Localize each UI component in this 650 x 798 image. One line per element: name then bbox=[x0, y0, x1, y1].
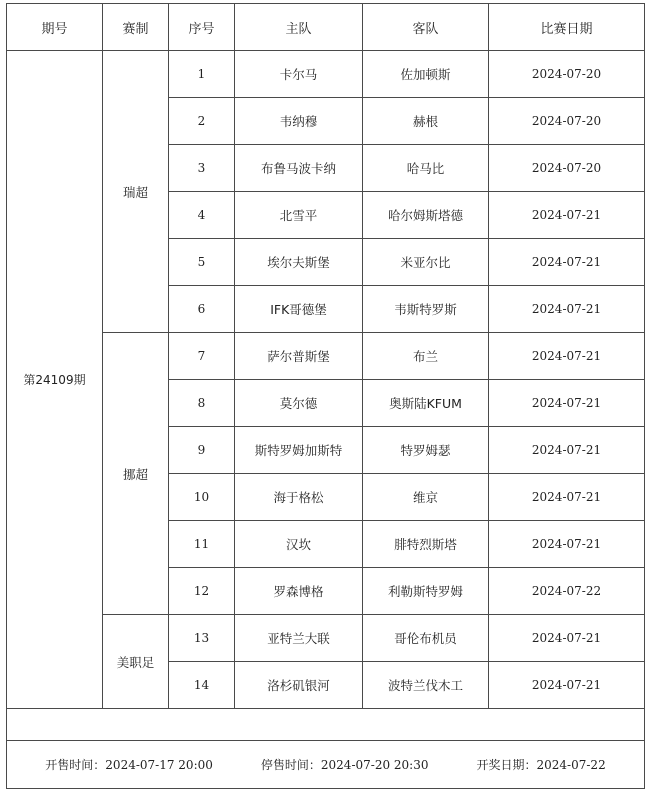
away-team-cell: 腓特烈斯塔 bbox=[363, 521, 489, 568]
match-date-cell: 2024-07-20 bbox=[489, 51, 645, 98]
home-team-cell: 萨尔普斯堡 bbox=[235, 333, 363, 380]
match-date-cell: 2024-07-20 bbox=[489, 98, 645, 145]
sale-start-value: 2024-07-17 20:00 bbox=[105, 758, 213, 772]
sale-stop bbox=[261, 756, 429, 773]
away-team-cell: 佐加顿斯 bbox=[363, 51, 489, 98]
match-date-cell: 2024-07-21 bbox=[489, 333, 645, 380]
home-team-cell: 埃尔夫斯堡 bbox=[235, 239, 363, 286]
seq-cell: 2 bbox=[169, 98, 235, 145]
home-team-cell: 莫尔德 bbox=[235, 380, 363, 427]
away-team-cell: 布兰 bbox=[363, 333, 489, 380]
match-date-cell: 2024-07-21 bbox=[489, 521, 645, 568]
footer-cell bbox=[7, 741, 645, 789]
sale-start bbox=[45, 756, 213, 773]
seq-cell: 11 bbox=[169, 521, 235, 568]
sale-stop-label: 停售时间： bbox=[260, 758, 321, 772]
draw-date bbox=[477, 756, 606, 773]
sale-stop-value: 2024-07-20 20:30 bbox=[320, 758, 429, 772]
away-team-cell: 哥伦布机员 bbox=[363, 615, 489, 662]
league-cell: 挪超 bbox=[103, 333, 169, 615]
home-team-cell: 汉坎 bbox=[235, 521, 363, 568]
seq-cell: 6 bbox=[169, 286, 235, 333]
sale-start-label: 开售时间： bbox=[45, 758, 106, 772]
footer-row bbox=[7, 741, 645, 789]
draw-date-value: 2024-07-22 bbox=[536, 758, 606, 772]
issue-number: 第24109期 bbox=[7, 51, 103, 709]
match-date-cell: 2024-07-21 bbox=[489, 239, 645, 286]
home-team-cell: 罗森博格 bbox=[235, 568, 363, 615]
home-team-cell: 卡尔马 bbox=[235, 51, 363, 98]
header-row bbox=[7, 4, 645, 51]
home-team-cell: 北雪平 bbox=[235, 192, 363, 239]
away-team-cell: 波特兰伐木工 bbox=[363, 662, 489, 709]
seq-cell: 10 bbox=[169, 474, 235, 521]
match-date-cell: 2024-07-21 bbox=[489, 662, 645, 709]
match-date-cell: 2024-07-22 bbox=[489, 568, 645, 615]
match-date-cell: 2024-07-21 bbox=[489, 427, 645, 474]
away-team-cell: 奥斯陆KFUM bbox=[363, 380, 489, 427]
away-team-cell: 哈尔姆斯塔德 bbox=[363, 192, 489, 239]
home-team-cell: 布鲁马波卡纳 bbox=[235, 145, 363, 192]
header-home: 主队 bbox=[235, 4, 363, 51]
header-date: 比赛日期 bbox=[489, 4, 645, 51]
blank-cell bbox=[7, 709, 645, 741]
blank-row bbox=[7, 709, 645, 741]
away-team-cell: 韦斯特罗斯 bbox=[363, 286, 489, 333]
seq-cell: 4 bbox=[169, 192, 235, 239]
header-away: 客队 bbox=[363, 4, 489, 51]
away-team-cell: 维京 bbox=[363, 474, 489, 521]
away-team-cell: 米亚尔比 bbox=[363, 239, 489, 286]
header-seq: 序号 bbox=[169, 4, 235, 51]
seq-cell: 12 bbox=[169, 568, 235, 615]
away-team-cell: 利勒斯特罗姆 bbox=[363, 568, 489, 615]
table-row bbox=[7, 51, 645, 98]
match-date-cell: 2024-07-21 bbox=[489, 380, 645, 427]
match-date-cell: 2024-07-21 bbox=[489, 474, 645, 521]
match-schedule-table bbox=[6, 3, 645, 789]
league-cell: 美职足 bbox=[103, 615, 169, 709]
seq-cell: 14 bbox=[169, 662, 235, 709]
home-team-cell: 斯特罗姆加斯特 bbox=[235, 427, 363, 474]
home-team-cell: IFK哥德堡 bbox=[235, 286, 363, 333]
sale-info bbox=[7, 756, 644, 773]
match-date-cell: 2024-07-21 bbox=[489, 192, 645, 239]
home-team-cell: 亚特兰大联 bbox=[235, 615, 363, 662]
seq-cell: 9 bbox=[169, 427, 235, 474]
away-team-cell: 特罗姆瑟 bbox=[363, 427, 489, 474]
header-issue: 期号 bbox=[7, 4, 103, 51]
match-date-cell: 2024-07-21 bbox=[489, 286, 645, 333]
table-row bbox=[7, 333, 645, 380]
seq-cell: 8 bbox=[169, 380, 235, 427]
away-team-cell: 哈马比 bbox=[363, 145, 489, 192]
seq-cell: 7 bbox=[169, 333, 235, 380]
match-date-cell: 2024-07-21 bbox=[489, 615, 645, 662]
seq-cell: 1 bbox=[169, 51, 235, 98]
draw-date-label: 开奖日期： bbox=[476, 758, 537, 772]
header-league: 赛制 bbox=[103, 4, 169, 51]
home-team-cell: 洛杉矶银河 bbox=[235, 662, 363, 709]
seq-cell: 13 bbox=[169, 615, 235, 662]
league-cell: 瑞超 bbox=[103, 51, 169, 333]
table-row bbox=[7, 615, 645, 662]
home-team-cell: 海于格松 bbox=[235, 474, 363, 521]
match-date-cell: 2024-07-20 bbox=[489, 145, 645, 192]
seq-cell: 3 bbox=[169, 145, 235, 192]
home-team-cell: 韦纳穆 bbox=[235, 98, 363, 145]
seq-cell: 5 bbox=[169, 239, 235, 286]
away-team-cell: 赫根 bbox=[363, 98, 489, 145]
